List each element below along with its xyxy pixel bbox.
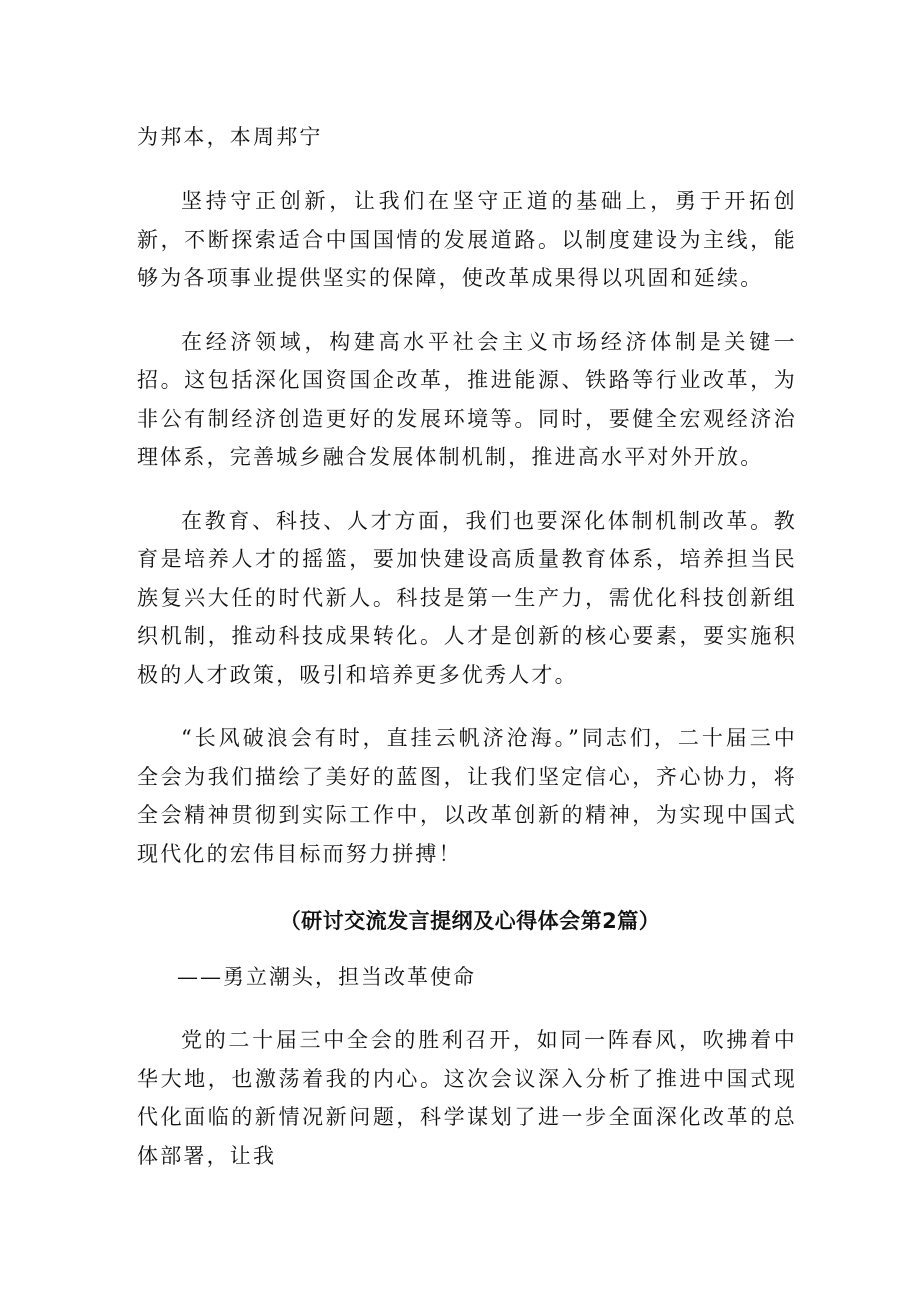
paragraph-education-tech-talent: 在教育、科技、人才方面，我们也要深化体制机制改革。教育是培养人才的摇篮，要加快建设高质量教育体系，培养担当民族复兴大任的时代新人。科技是第一生产力，需优化科技创新组织机制，推动科技成果转化。人才是创新的核心要素，要实施积极的人才政策，吸引和培养更多优秀人才。 [137,508,797,687]
paragraph-closing: “长风破浪会有时，直挂云帆济沧海。”同志们，二十届三中全会为我们描绘了美好的蓝图，让我们坚定信心，齐心协力，将全会精神贯彻到实际工作中，以改革创新的精神，为实现中国式现代化的宏伟目标而努力拼搏！ [137,726,797,866]
section-subtitle: ——勇立潮头，担当改革使命 [177,965,476,989]
paragraph-innovation: 坚持守正创新，让我们在坚守正道的基础上，勇于开拓创新，不断探索适合中国国情的发展道路。以制度建设为主线，能够为各项事业提供坚实的保障，使改革成果得以巩固和延续。 [137,189,797,290]
paragraph-economy: 在经济领域，构建高水平社会主义市场经济体制是关键一招。这包括深化国资国企改革，推进能源、铁路等行业改革，为非公有制经济创造更好的发展环境等。同时，要健全宏观经济治理体系，完善城乡融合发展体制机制，推进高水平对外开放。 [137,329,797,469]
paragraph-section-intro: 党的二十届三中全会的胜利召开，如同一阵春风，吹拂着中华大地，也激荡着我的内心。这次会议深入分析了推进中国式现代化面临的新情况新问题，科学谋划了进一步全面深化改革的总体部署，让我 [137,1028,797,1168]
section-heading: （研讨交流发言提纲及心得体会第2篇） [279,909,661,933]
lead-fragment: 为邦本，本周邦宁 [137,125,323,149]
document-body [137,118,797,1175]
